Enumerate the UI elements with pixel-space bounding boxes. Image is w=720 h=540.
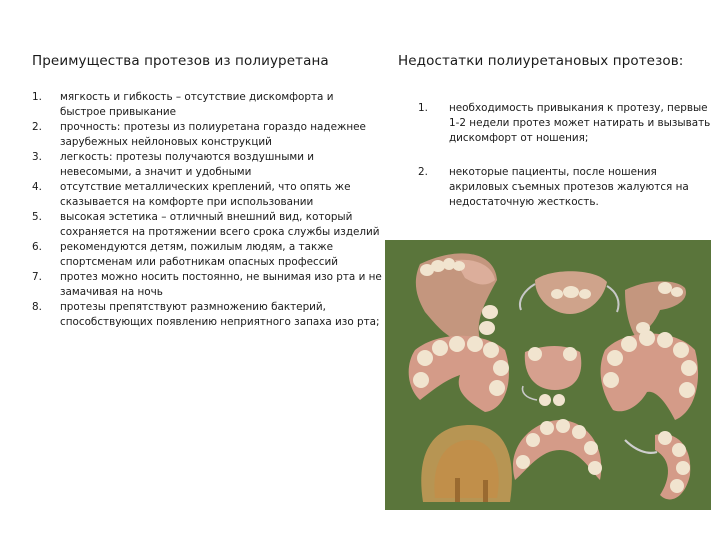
- dentures-photo: [385, 240, 711, 510]
- item-text: отсутствие металлических креплений, что опять же сказывается на комфорте при использовании: [60, 181, 351, 208]
- item-number: 5.: [32, 211, 42, 223]
- item-text: мягкость и гибкость – отсутствие дискомфорта и быстрое привыкание: [60, 91, 334, 118]
- dentures-illustration: [385, 240, 711, 510]
- item-text: некоторые пациенты, после ношения акриловых съемных протезов жалуются на недостаточную жесткость.: [449, 166, 689, 208]
- advantages-title: Преимущества протезов из полиуретана: [32, 53, 329, 69]
- item-number: 1.: [32, 91, 42, 103]
- list-item: [32, 210, 382, 240]
- item-text: высокая эстетика – отличный внешний вид, который сохраняется на протяжении всего срока службы изделий: [60, 211, 380, 238]
- item-number: 6.: [32, 241, 42, 253]
- item-text: протез можно носить постоянно, не вынимая изо рта и не замачивая на ночь: [60, 271, 382, 298]
- list-item: [32, 300, 382, 330]
- item-number: 4.: [32, 181, 42, 193]
- item-text: прочность: протезы из полиуретана гораздо надежнее зарубежных нейлоновых конструкций: [60, 121, 366, 148]
- item-text: легкость: протезы получаются воздушными и невесомыми, а значит и удобными: [60, 151, 315, 178]
- item-number: 7.: [32, 271, 42, 283]
- item-number: 2.: [32, 121, 42, 133]
- list-item: [32, 180, 382, 210]
- item-text: протезы препятствуют размножению бактерий, способствующих появлению неприятного запаха изо рта;: [60, 301, 380, 328]
- list-item: [32, 270, 382, 300]
- item-number: 1.: [418, 102, 428, 114]
- item-text: рекомендуются детям, пожилым людям, а также спортсменам или работникам опасных профессий: [60, 241, 338, 268]
- item-text: необходимость привыкания к протезу, первые 1-2 недели протез может натирать и вызывать дискомфорт от ношения;: [449, 102, 711, 144]
- list-item: [32, 150, 382, 180]
- item-number: 2.: [418, 166, 428, 178]
- list-item: [418, 101, 718, 146]
- list-item: [418, 165, 718, 210]
- disadvantages-list: [418, 101, 718, 229]
- item-number: 8.: [32, 301, 42, 313]
- list-item: [32, 240, 382, 270]
- item-number: 3.: [32, 151, 42, 163]
- list-item: [32, 90, 382, 120]
- list-item: [32, 120, 382, 150]
- advantages-list: [32, 90, 382, 330]
- disadvantages-title: Недостатки полиуретановых протезов:: [398, 53, 684, 69]
